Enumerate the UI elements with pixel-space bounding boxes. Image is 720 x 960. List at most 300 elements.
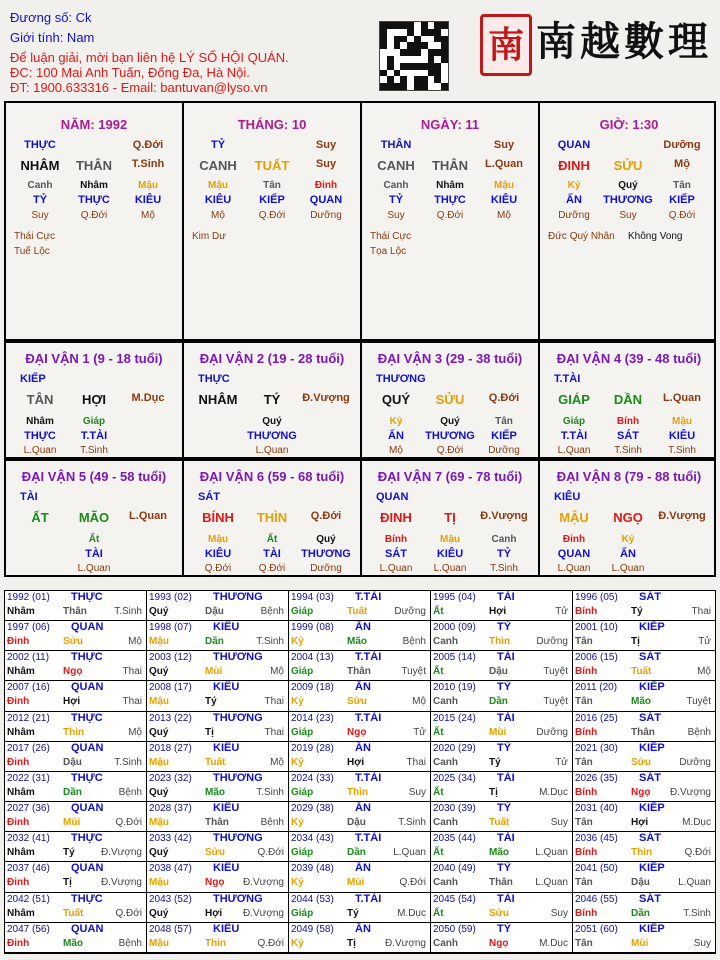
dai-van-cell [540,343,718,457]
dai-van-stem: THÌN [256,510,288,525]
pillar-stems [362,158,538,176]
year-role: THỰC [71,651,103,664]
pillar-stem: THÂN [431,158,469,173]
year-life-stage: Đ.Vượng [100,847,142,859]
year-cell [147,923,289,953]
pillar-column [6,103,184,339]
dai-van-cell [362,461,540,575]
year-branch: Dần [631,907,650,919]
year-stem: Bính [575,606,598,617]
year-life-stage: Mộ [270,666,284,678]
dai-van-stem: TÂN [26,392,54,407]
dai-van-hidden-role: THỰC [24,430,56,442]
pillar-hidden-roles [362,194,538,210]
year-role: TỶ [497,862,512,875]
year-stem: Kỷ [291,817,304,829]
year-cell [289,772,431,802]
pillar-life-stage: Suy [31,210,49,221]
brand-logo: 南越數理 [536,18,712,65]
year-branch: Tị [205,726,214,738]
year-life-stage: T.Sinh [114,606,142,617]
year-label: 2018 (27) [149,742,192,754]
pillar-hidden-stem: Mậu [138,180,158,191]
dai-van-life-stage: L.Quan [433,563,467,574]
year-label: 2001 (10) [575,622,618,634]
dai-van-hidden-roles [362,430,538,444]
four-pillars-table [4,101,716,341]
year-role: T.TÀI [355,892,382,905]
year-branch: Mùi [63,817,81,829]
year-stem: Giáp [291,666,314,678]
pillar-hidden-role: TỶ [32,194,48,206]
pillar-life-stage: Mộ [211,210,225,221]
year-role: KIẾP [639,681,665,694]
year-role: KIẾP [639,862,665,875]
year-stem: Ất [433,786,444,798]
year-life-stage: Thai [264,696,284,708]
year-role: THƯƠNG [213,832,263,845]
year-role: QUAN [71,621,104,634]
dai-van-hidden-role: SÁT [385,548,407,560]
year-label: 2020 (29) [433,742,476,754]
pillar-life-stage: Mộ [497,210,511,221]
year-cell [5,802,147,832]
year-stem: Mậu [149,756,169,768]
year-stem: Đinh [7,636,30,648]
dai-van-life-stage: T.Sinh [490,563,518,574]
year-branch: Hợi [347,756,365,768]
year-branch: Ngọ [489,937,509,949]
year-cell [147,802,289,832]
dai-van-hidden-role: THƯƠNG [301,548,351,560]
year-cell [147,832,289,862]
year-life-stage: Dưỡng [394,606,426,617]
year-stem: Bính [575,666,598,678]
year-cell [5,621,147,651]
year-label: 2000 (09) [433,622,476,634]
dai-van-hidden-roles [6,548,182,562]
year-branch: Hợi [205,907,223,919]
year-life-stage: Bệnh [402,636,426,648]
year-label: 2012 (21) [7,712,50,724]
year-label: 2042 (51) [7,893,50,905]
dai-van-stem: TÝ [263,392,281,407]
dai-van-stem: HỢI [81,392,107,407]
year-branch: Ngọ [63,666,83,678]
year-branch: Mão [347,636,367,648]
year-life-stage: Bệnh [260,606,284,617]
dai-van-hidden-role: KIÊU [668,430,696,442]
year-cell [5,862,147,892]
dai-van-hidden-stem: Đinh [562,534,586,545]
year-stem: Mậu [149,696,169,708]
year-branch: Dậu [63,756,82,768]
year-stem: Tân [575,696,593,708]
pillar-role: QUAN [557,139,591,151]
year-life-stage: Bệnh [118,786,142,798]
year-cell [431,802,573,832]
year-role: THƯƠNG [213,771,263,784]
dai-van-hidden-stem: Kỷ [389,416,403,427]
contact-phone-email[interactable]: ĐT: 1900.633316 - Email: bantuvan@lyso.vn [10,80,268,95]
pillar-roles [540,139,718,155]
year-stem: Giáp [291,847,314,859]
year-branch: Mùi [489,726,507,738]
year-branch: Thân [347,666,371,678]
year-label: 2006 (15) [575,652,618,664]
year-cell [431,742,573,772]
year-role: KIẾP [639,621,665,634]
pillar-stem: CANH [199,158,237,173]
year-branch: Hợi [489,606,507,617]
pillar-roles [184,139,360,155]
year-stem: Mậu [149,937,169,949]
dai-van-hidden-stem: Mậu [208,534,228,545]
dai-van-title: ĐẠI VẬN 4 (39 - 48 tuổi) [556,351,702,366]
year-branch: Dần [347,847,366,859]
dai-van-stems [362,392,538,408]
year-life-stage: Suy [408,786,426,798]
year-label: 2044 (53) [291,893,334,905]
dai-van-life-stage: T.Sinh [614,445,642,456]
year-role: TÀI [497,651,515,664]
year-role: QUAN [71,862,104,875]
pillar-hidden-role: THỰC [78,194,110,206]
year-branch: Sửu [489,907,510,919]
year-label: 2017 (26) [7,742,50,754]
dai-van-stem: ĐINH [380,510,412,525]
dai-van-hidden-roles [540,430,718,444]
dai-van-stems [184,392,360,408]
year-stem: Bính [575,907,598,919]
dai-van-stem: NHÂM [198,392,238,407]
year-label: 2047 (56) [7,923,50,935]
year-life-stage: Dưỡng [536,636,568,648]
year-cell [431,651,573,681]
subject-gender: Giới tính: Nam [10,30,95,45]
year-label: 2005 (14) [433,652,476,664]
year-role: KIẾP [639,922,665,935]
dai-van-row-2 [4,459,716,577]
year-cell [289,923,431,953]
dai-van-stem: NGỌ [613,510,643,525]
year-role: T.TÀI [355,651,382,664]
year-stem: Nhâm [7,606,35,617]
dai-van-hidden-stem: Giáp [82,416,106,427]
subject-name: Đương số: Ck [10,10,92,25]
pillar-hidden-stem: Tân [263,180,281,191]
year-branch: Tuất [489,817,510,829]
year-life-stage: Tuyệt [686,696,711,708]
year-life-stage: Tử [413,726,426,738]
year-stem: Quý [149,907,169,919]
year-branch: Mùi [631,937,649,949]
year-branch: Dần [489,696,508,708]
pillar-life-stage: Q.Đới [436,210,464,221]
pillar-title: THÁNG: 10 [237,117,307,132]
year-life-stage: T.Sinh [256,786,284,798]
year-label: 1992 (01) [7,592,50,603]
pillar-stem: Mộ [674,158,690,170]
year-label: 2037 (46) [7,863,50,875]
year-role: THỰC [71,771,103,784]
year-role: SÁT [639,651,661,664]
year-branch: Mùi [205,666,223,678]
pillar-roles [6,139,182,155]
dai-van-stem: SỬU [435,392,465,407]
year-stem: Quý [149,726,169,738]
year-cell [573,681,715,711]
year-life-stage: L.Quan [393,847,426,859]
pillar-life-stages [6,210,182,224]
year-cell [5,893,147,923]
pillar-hidden-stem: Mậu [208,180,228,191]
dai-van-title: ĐẠI VẬN 6 (59 - 68 tuổi) [199,469,345,484]
year-role: THỰC [71,832,103,845]
year-branch: Dậu [631,877,650,889]
year-stem: Giáp [291,786,314,798]
year-life-stage: Tử [555,606,568,617]
year-stem: Tân [575,756,593,768]
dai-van-hidden [6,534,182,546]
pillar-hidden-stems [6,180,182,194]
year-life-stage: M.Dục [397,907,426,919]
year-life-stage: Suy [693,937,711,949]
pillar-role: Q.Đới [132,139,164,151]
dai-van-hidden [540,416,718,428]
year-branch: Mão [489,847,509,859]
year-label: 2033 (42) [149,833,192,845]
year-stem: Quý [149,606,169,617]
year-branch: Tị [489,786,498,798]
year-life-stage: Mộ [128,636,142,648]
pillar-star: Thái Cực [14,231,56,242]
year-stem: Ất [433,666,444,678]
year-label: 2032 (41) [7,833,50,845]
dai-van-title: ĐẠI VẬN 1 (9 - 18 tuổi) [25,351,163,366]
dai-van-hidden-stem: Nhâm [26,416,54,427]
year-cell [431,923,573,953]
year-life-stage: M.Dục [682,817,711,829]
dai-van-hidden-roles [184,430,360,444]
year-life-stage: Đ.Vượng [242,877,284,889]
dai-van-role: QUAN [376,491,409,503]
pillar-stem: CANH [377,158,415,173]
dai-van-cell [540,461,718,575]
dai-van-hidden-roles [362,548,538,562]
year-label: 2040 (49) [433,863,476,875]
year-role: SÁT [639,832,661,845]
year-branch: Dần [63,786,82,798]
year-stem: Bính [575,847,598,859]
year-cell [147,651,289,681]
year-label: 2038 (47) [149,863,192,875]
dai-van-hidden-role: T.TÀI [80,430,108,442]
dai-van-stem: L.Quan [663,392,701,404]
dai-van-stem: MÃO [78,510,110,525]
year-stem: Tân [575,877,593,889]
year-role: SÁT [639,591,661,603]
dai-van-stem: Đ.Vượng [480,510,528,522]
year-role: QUAN [71,741,104,754]
year-life-stage: Bệnh [260,817,284,829]
year-life-stage: Mộ [128,726,142,738]
year-stem: Canh [433,937,458,949]
year-role: T.TÀI [355,771,382,784]
dai-van-life-stage: Q.Đới [204,563,232,574]
year-cell [289,832,431,862]
dai-van-stems [540,510,718,526]
year-branch: Tý [631,606,643,617]
pillar-role: TỶ [210,139,226,151]
dai-van-life-stage: L.Quan [611,563,645,574]
dai-van-hidden-stem: Quý [440,416,460,427]
year-cell [431,832,573,862]
year-stem: Quý [149,786,169,798]
year-label: 2023 (32) [149,772,192,784]
pillar-stem: NHÂM [20,158,60,173]
year-branch: Thìn [63,726,85,738]
year-stem: Kỷ [291,877,304,889]
red-seal-logo: 南 [480,14,532,76]
annual-cycle-grid [4,590,716,954]
year-life-stage: M.Dục [539,786,568,798]
year-life-stage: Q.Đới [257,847,284,859]
dai-van-hidden-stem: Giáp [562,416,586,427]
year-role: TÀI [497,771,515,784]
year-life-stage: Thai [264,726,284,738]
year-cell [147,893,289,923]
year-stem: Canh [433,756,458,768]
dai-van-hidden-role: TỶ [496,548,512,560]
year-branch: Tị [631,636,640,648]
year-life-stage: L.Quan [535,877,568,889]
year-role: QUAN [71,681,104,694]
year-label: 1996 (05) [575,592,618,603]
year-cell [573,591,715,621]
dai-van-life-stage: L.Quan [77,563,111,574]
year-role: KIÊU [213,922,240,935]
year-branch: Dậu [347,817,366,829]
year-label: 2002 (11) [7,652,50,664]
year-cell [289,742,431,772]
year-cell [573,923,715,953]
pillar-role: Dưỡng [663,139,701,151]
year-role: ẤN [355,862,371,875]
year-stem: Ất [433,907,444,919]
year-branch: Mão [63,937,83,949]
pillar-hidden-roles [184,194,360,210]
year-stem: Canh [433,877,458,889]
year-life-stage: Đ.Vượng [100,877,142,889]
dai-van-life-stages [362,563,538,575]
dai-van-life-stage: Dưỡng [488,445,520,456]
year-life-stage: Đ.Vượng [384,937,426,949]
year-branch: Thân [63,606,87,617]
year-branch: Tý [489,756,501,768]
year-label: 2011 (20) [575,682,618,694]
dai-van-stem: ẤT [31,510,49,525]
dai-van-hidden [184,416,360,428]
dai-van-cell [362,343,540,457]
pillar-hidden-stem: Nhâm [80,180,108,191]
year-label: 2031 (40) [575,803,618,815]
dai-van-role: SÁT [198,491,220,503]
dai-van-hidden-role: ẤN [620,548,636,560]
dai-van-hidden [184,534,360,546]
dai-van-hidden [540,534,718,546]
pillar-life-stage: Dưỡng [558,210,590,221]
dai-van-life-stage: L.Quan [557,445,591,456]
pillar-life-stages [184,210,360,224]
dai-van-hidden-roles [540,548,718,562]
dai-van-hidden-role: ẤN [388,430,404,442]
dai-van-cell [184,461,362,575]
year-cell [431,893,573,923]
dai-van-life-stage: Q.Đới [258,563,286,574]
year-role: THƯƠNG [213,892,263,905]
year-branch: Thân [489,877,513,889]
year-label: 2010 (19) [433,682,476,694]
year-life-stage: Đ.Vượng [242,907,284,919]
year-label: 2008 (17) [149,682,192,694]
dai-van-hidden-role: TÀI [85,548,103,560]
year-label: 2041 (50) [575,863,618,875]
year-stem: Canh [433,696,458,708]
year-role: ẤN [355,922,371,935]
dai-van-life-stages [6,445,182,457]
dai-van-hidden-stem: Ất [266,534,278,545]
year-label: 2046 (55) [575,893,618,905]
dai-van-life-stage: Q.Đới [436,445,464,456]
year-branch: Tuất [63,907,84,919]
year-stem: Đinh [7,696,30,708]
pillar-stem: L.Quan [485,158,523,170]
dai-van-stem: MẬU [559,510,589,525]
pillar-column [540,103,718,339]
dai-van-role: KIÊU [554,491,581,503]
year-label: 2004 (13) [291,652,334,664]
year-role: KIÊU [213,802,240,815]
year-life-stage: L.Quan [535,847,568,859]
year-cell [573,651,715,681]
year-stem: Kỷ [291,756,304,768]
year-stem: Mậu [149,817,169,829]
dai-van-hidden-role: THƯƠNG [247,430,297,442]
contact-address: ĐC: 100 Mai Anh Tuấn, Đống Đa, Hà Nội. [10,65,250,80]
year-label: 2019 (28) [291,742,334,754]
pillar-hidden-stems [184,180,360,194]
year-life-stage: Thai [122,696,142,708]
year-stem: Bính [575,726,598,738]
year-cell [289,621,431,651]
qr-code[interactable] [379,21,449,91]
year-stem: Canh [433,636,458,648]
year-stem: Đinh [7,817,30,829]
year-label: 2036 (45) [575,833,618,845]
year-cell [5,832,147,862]
year-label: 2035 (44) [433,833,476,845]
pillar-role: THÂN [380,139,412,151]
year-cell [573,893,715,923]
dai-van-stem: Đ.Vượng [658,510,706,522]
dai-van-role: T.TÀI [554,373,581,385]
year-life-stage: Tử [555,756,568,768]
year-role: KIẾP [639,802,665,815]
dai-van-title: ĐẠI VẬN 8 (79 - 88 tuổi) [556,469,702,484]
dai-van-row-1 [4,341,716,459]
year-branch: Hợi [631,817,649,829]
